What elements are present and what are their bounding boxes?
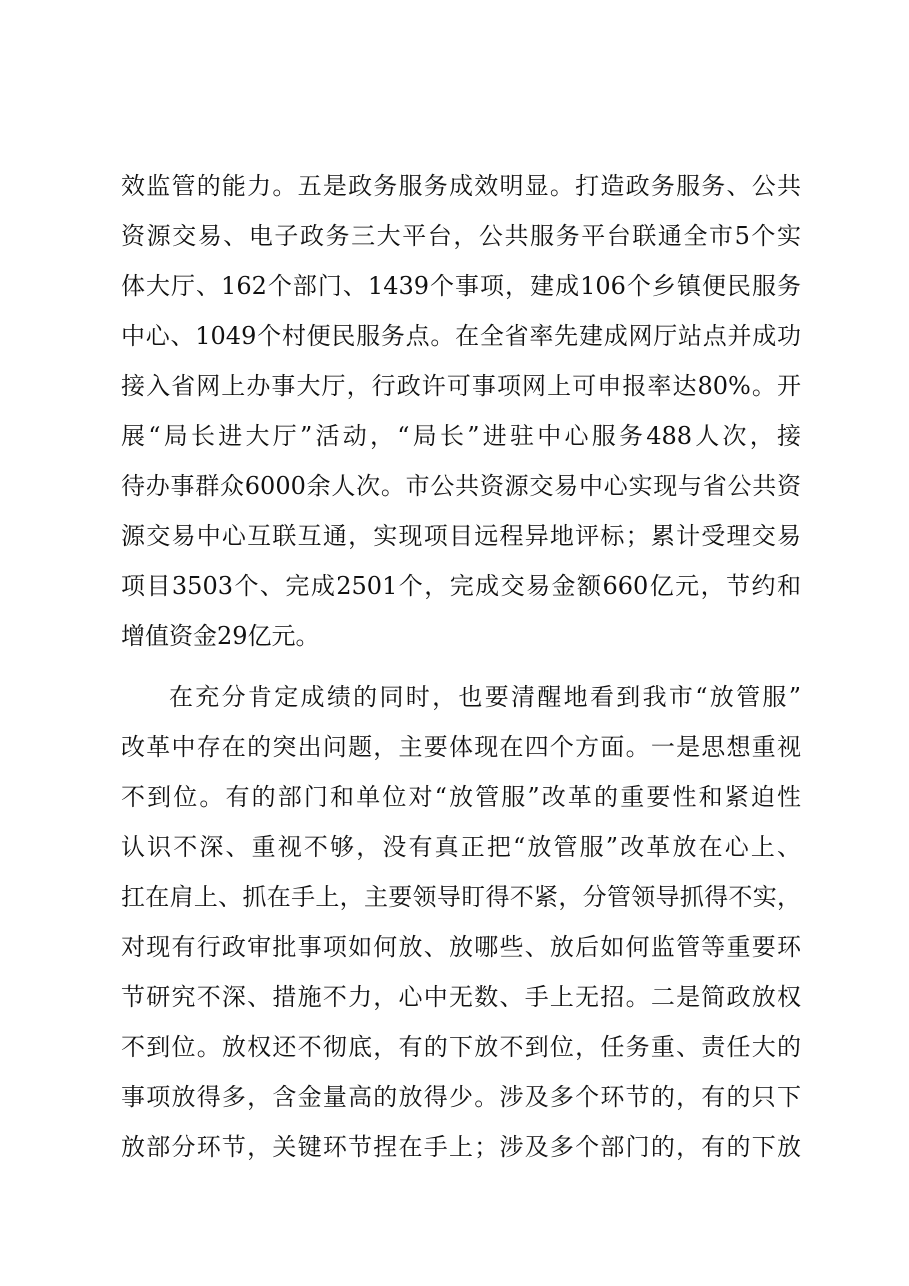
text-line: 扛在肩上、抓在手上，主要领导盯得不紧，分管领导抓得不实，	[121, 883, 801, 911]
text-line: 增值资金29亿元。	[121, 622, 320, 650]
text-line: 展“局长进大厅”活动，“局长”进驻中心服务488人次，接	[121, 422, 801, 450]
text-line: 效监管的能力。五是政务服务成效明显。打造政务服务、公共	[121, 172, 801, 200]
text-line: 事项放得多，含金量高的放得少。涉及多个环节的，有的只下	[121, 1083, 801, 1111]
paragraph-gap	[121, 661, 801, 672]
text-line: 待办事群众6000余人次。市公共资源交易中心实现与省公共资	[121, 472, 801, 500]
text-line: 体大厅、162个部门、1439个事项，建成106个乡镇便民服务	[121, 272, 801, 300]
text-line: 资源交易、电子政务三大平台，公共服务平台联通全市5个实	[121, 222, 801, 250]
text-line: 源交易中心互联互通，实现项目远程异地评标；累计受理交易	[121, 522, 801, 550]
text-line: 改革中存在的突出问题，主要体现在四个方面。一是思想重视	[121, 733, 801, 761]
paragraph-1	[121, 161, 801, 661]
text-line: 对现有行政审批事项如何放、放哪些、放后如何监管等重要环	[121, 933, 801, 961]
text-line: 认识不深、重视不够，没有真正把“放管服”改革放在心上、	[121, 833, 801, 861]
text-line: 放部分环节，关键环节捏在手上；涉及多个部门的，有的下放	[121, 1133, 801, 1161]
text-line: 节研究不深、措施不力，心中无数、手上无招。二是简政放权	[121, 983, 801, 1011]
document-body	[121, 161, 801, 1172]
text-line: 不到位。有的部门和单位对“放管服”改革的重要性和紧迫性	[121, 783, 801, 811]
text-line: 项目3503个、完成2501个，完成交易金额660亿元，节约和	[121, 572, 801, 600]
paragraph-2	[121, 672, 801, 1172]
text-line: 接入省网上办事大厅，行政许可事项网上可申报率达80%。开	[121, 372, 801, 400]
text-line: 在充分肯定成绩的同时，也要清醒地看到我市“放管服”	[169, 683, 801, 711]
text-line: 中心、1049个村便民服务点。在全省率先建成网厅站点并成功	[121, 322, 801, 350]
text-line: 不到位。放权还不彻底，有的下放不到位，任务重、责任大的	[121, 1033, 801, 1061]
